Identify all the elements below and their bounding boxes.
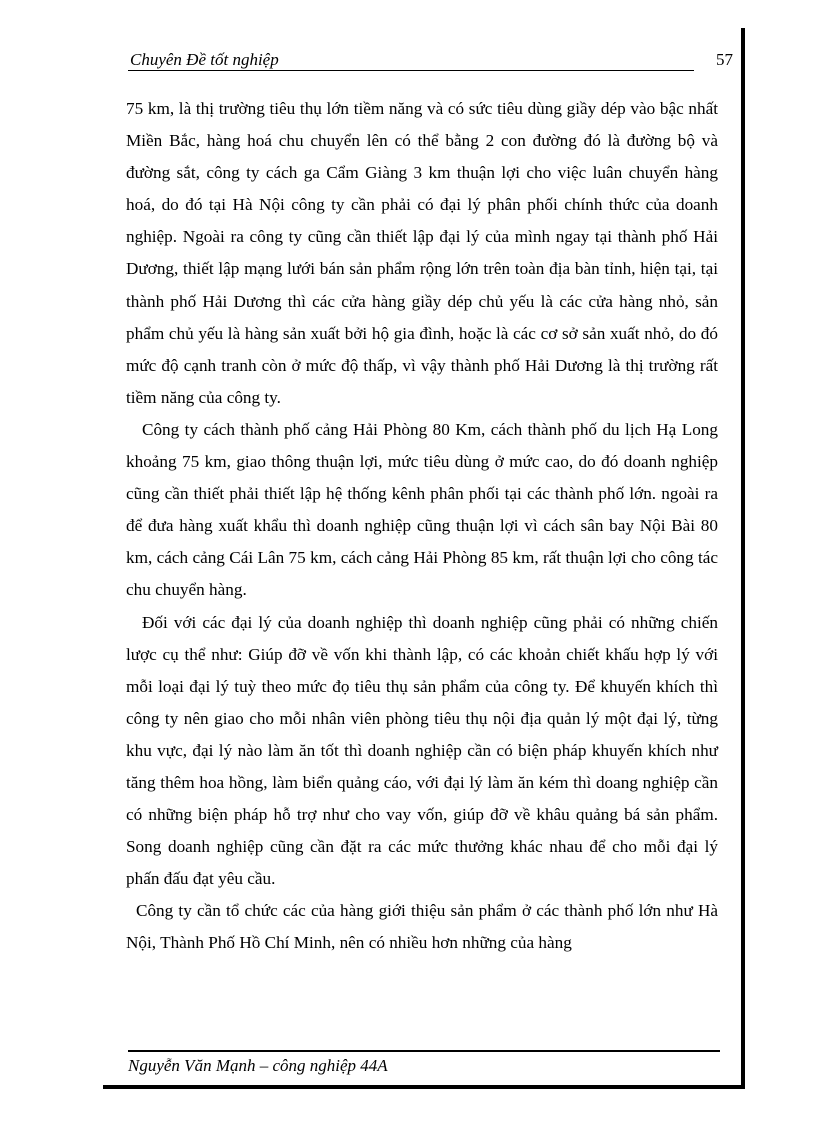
footer-divider	[128, 1050, 720, 1052]
page-number: 57	[716, 50, 733, 69]
document-body	[126, 93, 718, 960]
paragraph-1: 75 km, là thị trường tiêu thụ lớn tiềm năng và có sức tiêu dùng giầy dép vào bậc nhất Miền Bắc, hàng hoá chu chuyển lên có thể bằng 2 con đường đó là đường bộ và đường sắt, công ty cách ga Cẩm Giàng 3 km thuận lợi cho việc luân chuyển hàng hoá, do đó tại Hà Nội công ty cần phải có đại lý phân phối chính thức của doanh nghiệp. Ngoài ra công ty cũng cần thiết lập đại lý của mình ngay tại thành phố Hải Dương, thiết lập mạng lưới bán sản phẩm rộng lớn trên toàn địa bàn tỉnh, hiện tại, tại thành phố Hải Dương thì các cửa hàng giầy dép chủ yếu là các cửa hàng nhỏ, sản phẩm chủ yếu là hàng sản xuất bởi hộ gia đình, hoặc là các cơ sở sản xuất nhỏ, do đó mức độ cạnh tranh còn ở mức độ thấp, vì vậy thành phố Hải Dương là thị trường rất tiềm năng của công ty.	[126, 99, 718, 407]
paragraph-2: Công ty cách thành phố cảng Hải Phòng 80 Km, cách thành phố du lịch Hạ Long khoảng 75 km, giao thông thuận lợi, mức tiêu dùng ở mức cao, do đó doanh nghiệp cũng cần thiết phải thiết lập hệ thống kênh phân phối tại các thành phố lớn. ngoài ra để đưa hàng xuất khẩu thì doanh nghiệp cũng thuận lợi vì cách sân bay Nội Bài 80 km, cách cảng Cái Lân 75 km, cách cảng Hải Phòng 85 km, rất thuận lợi cho công tác chu chuyển hàng.	[126, 419, 718, 600]
header-divider	[128, 70, 694, 71]
paragraph-4: Công ty cần tổ chức các của hàng giới thiệu sản phẩm ở các thành phố lớn như Hà Nội, Thành Phố Hồ Chí Minh, nên có nhiều hơn những của hàng	[126, 901, 718, 953]
footer-author: Nguyễn Văn Mạnh – công nghiệp 44A	[128, 1056, 388, 1075]
paragraph-3: Đối với các đại lý của doanh nghiệp thì doanh nghiệp cũng phải có những chiến lược cụ thể như: Giúp đỡ về vốn khi thành lập, có các khoản chiết khấu hợp lý với mỗi loại đại lý tuỳ theo mức đọ tiêu thụ sản phẩm của công ty. Để khuyến khích thì công ty nên giao cho mỗi nhân viên phòng tiêu thụ nội địa quản lý một đại lý, từng khu vực, đại lý nào làm ăn tốt thì doanh nghiệp cần có biện pháp khuyến khích như tăng thêm hoa hồng, làm biển quảng cáo, với đại lý làm ăn kém thì doang nghiệp cần có những biện pháp hỗ trợ như cho vay vốn, giúp đỡ về khâu quảng bá sản phẩm. Song doanh nghiệp cũng cần đặt ra các mức thưởng khác nhau để cho mỗi đại lý phấn đấu đạt yêu cầu.	[126, 612, 718, 889]
header-title: Chuyên Đề tốt nghiệp	[130, 50, 279, 69]
